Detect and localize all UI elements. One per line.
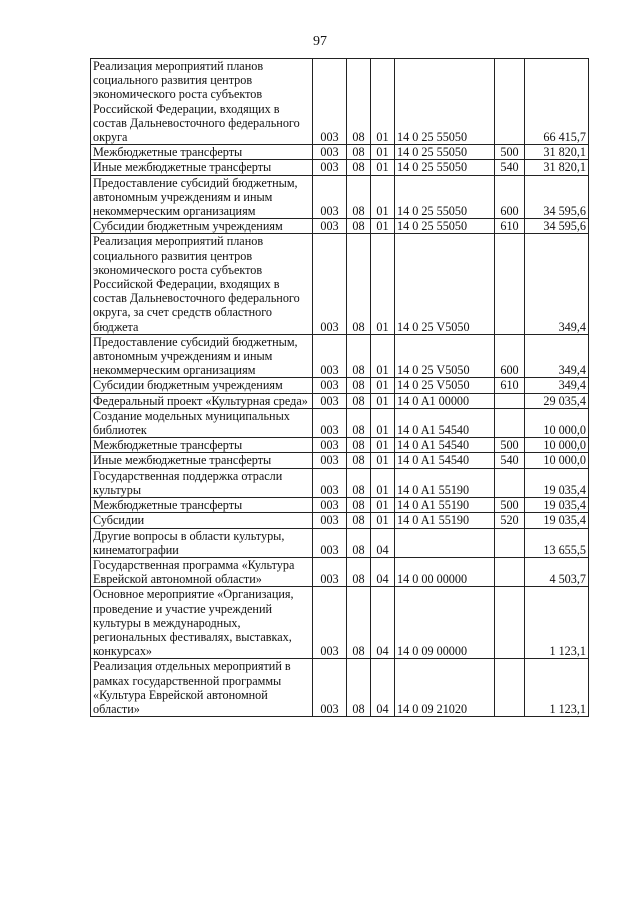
table-row: [91, 659, 589, 717]
row-name: Другие вопросы в области культуры, кинематографии: [91, 528, 313, 557]
row-name: Межбюджетные трансферты: [91, 498, 313, 513]
table-row: [91, 378, 589, 393]
row-ministry-code: 003: [313, 219, 347, 234]
row-ministry-code: 003: [313, 393, 347, 408]
row-ministry-code: 003: [313, 334, 347, 378]
row-expense-type-code: [495, 59, 525, 145]
row-expense-type-code: [495, 557, 525, 586]
row-subsection-code: 01: [371, 234, 395, 334]
row-subsection-code: 01: [371, 438, 395, 453]
row-section-code: 08: [347, 175, 371, 219]
row-ministry-code: 003: [313, 234, 347, 334]
row-amount: 10 000,0: [525, 453, 589, 468]
row-name: Иные межбюджетные трансферты: [91, 160, 313, 175]
row-amount: 31 820,1: [525, 160, 589, 175]
row-amount: 19 035,4: [525, 513, 589, 528]
row-target-article-code: 14 0 09 00000: [395, 587, 495, 659]
row-ministry-code: 003: [313, 408, 347, 437]
row-ministry-code: 003: [313, 160, 347, 175]
row-section-code: 08: [347, 587, 371, 659]
row-section-code: 08: [347, 393, 371, 408]
table-row: [91, 587, 589, 659]
row-expense-type-code: [495, 393, 525, 408]
row-expense-type-code: [495, 234, 525, 334]
row-name: Федеральный проект «Культурная среда»: [91, 393, 313, 408]
row-ministry-code: 003: [313, 438, 347, 453]
row-amount: 10 000,0: [525, 408, 589, 437]
table-row: [91, 513, 589, 528]
table-row: [91, 453, 589, 468]
row-section-code: 08: [347, 513, 371, 528]
row-target-article-code: 14 0 25 V5050: [395, 334, 495, 378]
row-section-code: 08: [347, 234, 371, 334]
row-name: Предоставление субсидий бюджетным, автономным учреждениям и иным некоммерческим организациям: [91, 334, 313, 378]
row-expense-type-code: [495, 408, 525, 437]
row-ministry-code: 003: [313, 468, 347, 497]
row-expense-type-code: 610: [495, 219, 525, 234]
row-target-article-code: 14 0 A1 55190: [395, 498, 495, 513]
row-name: Межбюджетные трансферты: [91, 438, 313, 453]
row-target-article-code: 14 0 25 55050: [395, 145, 495, 160]
row-expense-type-code: [495, 659, 525, 717]
row-name: Государственная поддержка отрасли культуры: [91, 468, 313, 497]
row-subsection-code: 04: [371, 528, 395, 557]
row-ministry-code: 003: [313, 513, 347, 528]
row-ministry-code: 003: [313, 175, 347, 219]
row-section-code: 08: [347, 438, 371, 453]
row-ministry-code: 003: [313, 557, 347, 586]
row-expense-type-code: [495, 587, 525, 659]
row-target-article-code: 14 0 A1 54540: [395, 408, 495, 437]
table-row: [91, 393, 589, 408]
table-row: [91, 498, 589, 513]
row-name: Предоставление субсидий бюджетным, автономным учреждениям и иным некоммерческим организациям: [91, 175, 313, 219]
row-target-article-code: 14 0 25 55050: [395, 160, 495, 175]
row-amount: 19 035,4: [525, 498, 589, 513]
row-section-code: 08: [347, 145, 371, 160]
row-name: Реализация мероприятий планов социального развития центров экономического роста субъектов Российской Федерации, входящих в состав Дальневосточного федерального округа: [91, 59, 313, 145]
row-amount: 66 415,7: [525, 59, 589, 145]
row-name: Субсидии: [91, 513, 313, 528]
row-target-article-code: 14 0 25 V5050: [395, 234, 495, 334]
row-subsection-code: 01: [371, 498, 395, 513]
row-expense-type-code: [495, 528, 525, 557]
row-target-article-code: 14 0 25 55050: [395, 59, 495, 145]
row-section-code: 08: [347, 498, 371, 513]
table-row: [91, 438, 589, 453]
row-target-article-code: 14 0 09 21020: [395, 659, 495, 717]
row-target-article-code: 14 0 A1 00000: [395, 393, 495, 408]
row-name: Межбюджетные трансферты: [91, 145, 313, 160]
row-ministry-code: 003: [313, 378, 347, 393]
row-ministry-code: 003: [313, 528, 347, 557]
row-amount: 34 595,6: [525, 219, 589, 234]
row-subsection-code: 01: [371, 453, 395, 468]
row-section-code: 08: [347, 557, 371, 586]
row-expense-type-code: 600: [495, 334, 525, 378]
row-expense-type-code: 540: [495, 453, 525, 468]
row-name: Реализация мероприятий планов социального развития центров экономического роста субъектов Российской Федерации, входящих в состав Дальневосточного федерального округа, за счет средств областного бюджета: [91, 234, 313, 334]
row-ministry-code: 003: [313, 587, 347, 659]
row-subsection-code: 01: [371, 219, 395, 234]
row-subsection-code: 01: [371, 513, 395, 528]
row-section-code: 08: [347, 468, 371, 497]
row-subsection-code: 04: [371, 659, 395, 717]
row-section-code: 08: [347, 59, 371, 145]
row-name: Создание модельных муниципальных библиотек: [91, 408, 313, 437]
budget-table: [90, 58, 589, 717]
row-amount: 29 035,4: [525, 393, 589, 408]
row-subsection-code: 04: [371, 587, 395, 659]
row-ministry-code: 003: [313, 498, 347, 513]
row-amount: 10 000,0: [525, 438, 589, 453]
table-row: [91, 234, 589, 334]
row-target-article-code: 14 0 25 55050: [395, 219, 495, 234]
row-subsection-code: 04: [371, 557, 395, 586]
row-name: Государственная программа «Культура Еврейской автономной области»: [91, 557, 313, 586]
row-name: Реализация отдельных мероприятий в рамках государственной программы «Культура Еврейской автономной области»: [91, 659, 313, 717]
row-target-article-code: 14 0 A1 54540: [395, 453, 495, 468]
row-amount: 349,4: [525, 234, 589, 334]
row-amount: 349,4: [525, 334, 589, 378]
row-subsection-code: 01: [371, 468, 395, 497]
row-name: Субсидии бюджетным учреждениям: [91, 219, 313, 234]
table-row: [91, 59, 589, 145]
row-subsection-code: 01: [371, 175, 395, 219]
row-target-article-code: 14 0 25 55050: [395, 175, 495, 219]
row-expense-type-code: 500: [495, 145, 525, 160]
row-name: Основное мероприятие «Организация, проведение и участие учреждений культуры в международных, региональных фестивалях, выставках, конкурсах»: [91, 587, 313, 659]
row-subsection-code: 01: [371, 59, 395, 145]
row-section-code: 08: [347, 408, 371, 437]
row-section-code: 08: [347, 334, 371, 378]
row-ministry-code: 003: [313, 453, 347, 468]
row-section-code: 08: [347, 528, 371, 557]
row-subsection-code: 01: [371, 160, 395, 175]
row-expense-type-code: 500: [495, 438, 525, 453]
row-expense-type-code: 520: [495, 513, 525, 528]
row-section-code: 08: [347, 453, 371, 468]
row-section-code: 08: [347, 219, 371, 234]
row-subsection-code: 01: [371, 378, 395, 393]
row-amount: 4 503,7: [525, 557, 589, 586]
table-row: [91, 468, 589, 497]
row-expense-type-code: 610: [495, 378, 525, 393]
row-name: Иные межбюджетные трансферты: [91, 453, 313, 468]
row-name: Субсидии бюджетным учреждениям: [91, 378, 313, 393]
row-amount: 1 123,1: [525, 659, 589, 717]
table-row: [91, 408, 589, 437]
row-subsection-code: 01: [371, 145, 395, 160]
table-row: [91, 219, 589, 234]
row-subsection-code: 01: [371, 408, 395, 437]
row-section-code: 08: [347, 659, 371, 717]
row-amount: 34 595,6: [525, 175, 589, 219]
table-row: [91, 160, 589, 175]
row-subsection-code: 01: [371, 393, 395, 408]
row-expense-type-code: [495, 468, 525, 497]
row-target-article-code: [395, 528, 495, 557]
row-amount: 19 035,4: [525, 468, 589, 497]
table-row: [91, 334, 589, 378]
row-section-code: 08: [347, 160, 371, 175]
row-amount: 13 655,5: [525, 528, 589, 557]
row-section-code: 08: [347, 378, 371, 393]
page-number: 97: [313, 34, 327, 49]
table-row: [91, 528, 589, 557]
row-target-article-code: 14 0 A1 55190: [395, 513, 495, 528]
row-subsection-code: 01: [371, 334, 395, 378]
table-row: [91, 175, 589, 219]
row-target-article-code: 14 0 A1 55190: [395, 468, 495, 497]
row-target-article-code: 14 0 A1 54540: [395, 438, 495, 453]
row-expense-type-code: 540: [495, 160, 525, 175]
table-row: [91, 557, 589, 586]
row-target-article-code: 14 0 25 V5050: [395, 378, 495, 393]
row-ministry-code: 003: [313, 145, 347, 160]
row-target-article-code: 14 0 00 00000: [395, 557, 495, 586]
row-expense-type-code: 500: [495, 498, 525, 513]
row-amount: 31 820,1: [525, 145, 589, 160]
row-ministry-code: 003: [313, 59, 347, 145]
row-amount: 349,4: [525, 378, 589, 393]
table-row: [91, 145, 589, 160]
row-expense-type-code: 600: [495, 175, 525, 219]
row-ministry-code: 003: [313, 659, 347, 717]
row-amount: 1 123,1: [525, 587, 589, 659]
